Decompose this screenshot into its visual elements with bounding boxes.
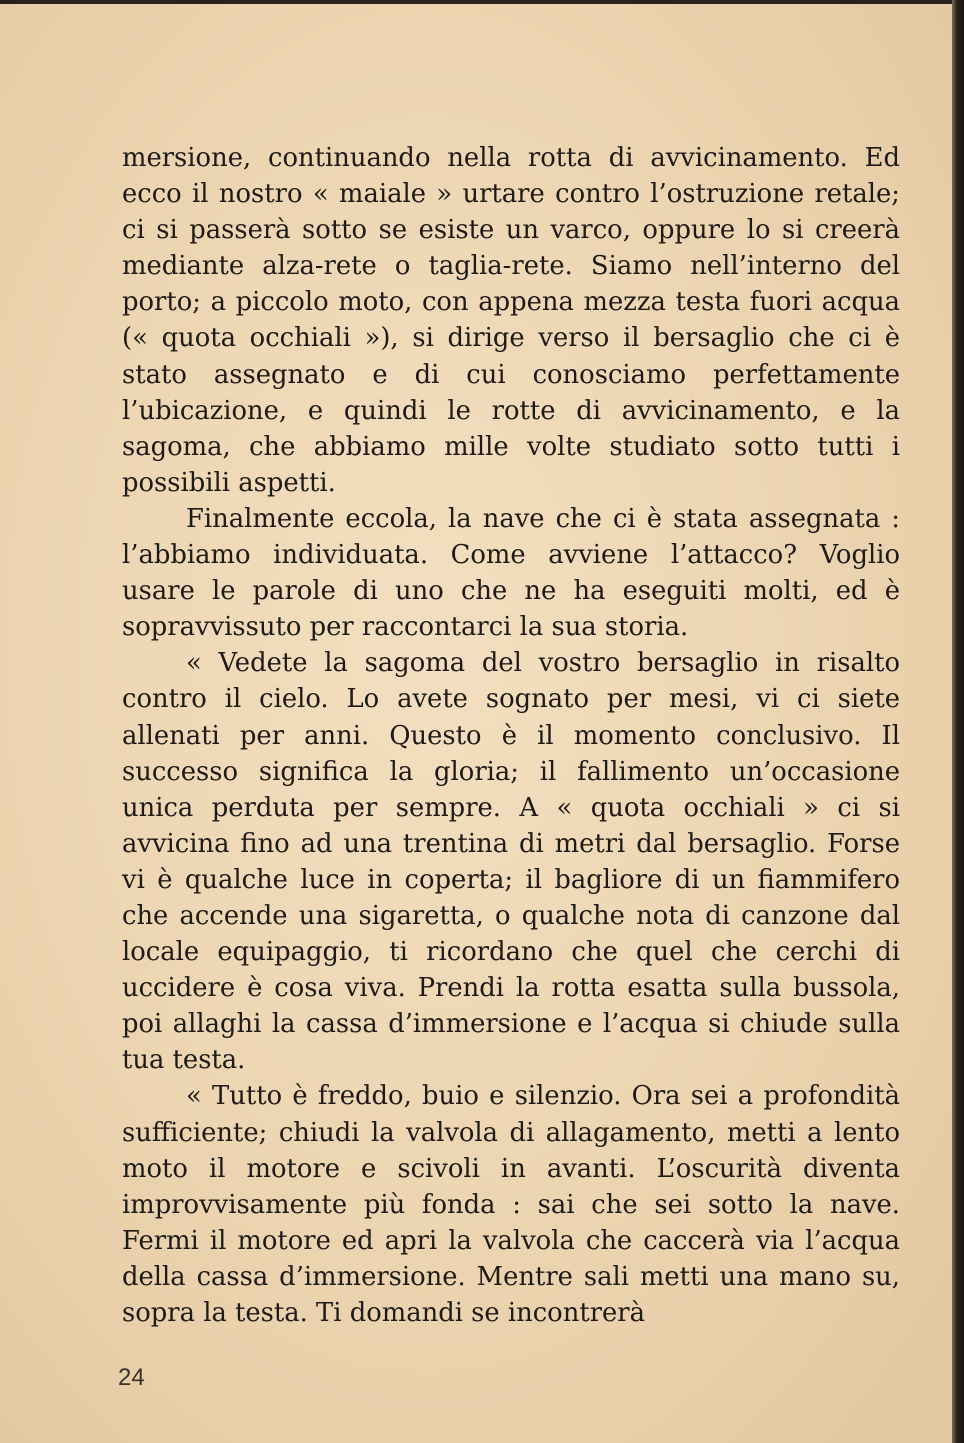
body-text [122,140,900,1331]
paragraph: « Vedete la sagoma del vostro bersaglio in risalto contro il cielo. Lo avete sognato per mesi, vi ci siete allenati per anni. Questo è il momento conclusivo. Il successo significa la gloria; il fallimento un’occasione unica perduta per sempre. A « quota occhiali » ci si avvicina fino ad una trentina di metri dal bersaglio. Forse vi è qualche luce in coperta; il bagliore di un fiammifero che accende una sigaretta, o qualche nota di canzone dal locale equipaggio, ti ricordano che quel che cerchi di uccidere è cosa viva. Prendi la rotta esatta sulla bussola, poi allaghi la cassa d’immersione e l’acqua si chiude sulla tua testa. [122,648,900,1076]
paragraph: Finalmente eccola, la nave che ci è stata assegnata : l’abbiamo individuata. Come avviene l’attacco? Voglio usare le parole di uno che ne ha eseguiti molti, ed è sopravvissuto per raccontarci la sua storia. [122,503,900,643]
page-top-edge [0,0,964,4]
page-number: 24 [118,1364,145,1391]
paragraph: « Tutto è freddo, buio e silenzio. Ora sei a profondità sufficiente; chiudi la valvola di allagamento, metti a lento moto il motore e scivoli in avanti. L’oscurità diventa improvvisamente più fonda : sai che sei sotto la nave. Fermi il motore ed apri la valvola che caccerà via l’acqua della cassa d’immersione. Mentre sali metti una mano su, sopra la testa. Ti domandi se incontrerà [122,1081,900,1328]
page-right-edge [952,0,964,1443]
paragraph: mersione, continuando nella rotta di avvicinamento. Ed ecco il nostro « maiale » urtare contro l’ostruzione retale; ci si passerà sotto se esiste un varco, oppure lo si creerà mediante alza-rete o taglia-rete. Siamo nell’interno del porto; a piccolo moto, con appena mezza testa fuori acqua (« quota occhiali »), si dirige verso il bersaglio che ci è stato assegnato e di cui conosciamo perfettamente l’ubicazione, e quindi le rotte di avvicinamento, e la sagoma, che abbiamo mille volte studiato sotto tutti i possibili aspetti. [122,143,900,498]
